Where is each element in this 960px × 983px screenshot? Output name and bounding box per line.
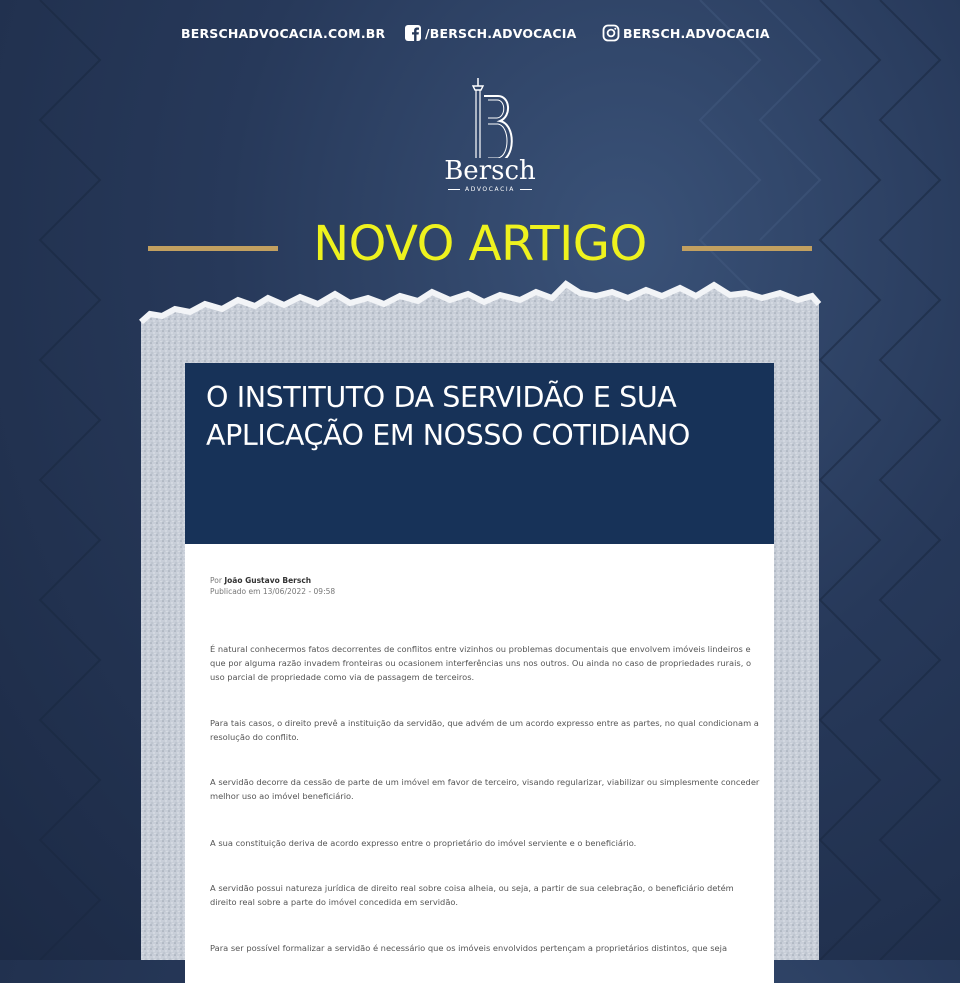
gold-divider-right [682,246,812,251]
article-title: O INSTITUTO DA SERVIDÃO E SUA APLICAÇÃO EM NOSSO COTIDIANO [206,381,690,452]
article-paragraph: Para tais casos, o direito prevê a instituição da servidão, que advém de um acordo expresso entre as partes, no qual condicionam a resolução do conflito. [210,718,759,742]
article-paragraph: A servidão decorre da cessão de parte de um imóvel em favor de terceiro, visando regularizar, viabilizar ou simplesmente conceder melhor uso ao imóvel beneficiário. [210,777,760,801]
logo-monogram-icon [440,76,540,158]
author-name: João Gustavo Bersch [224,576,312,585]
instagram-label: BERSCH.ADVOCACIA [623,25,770,41]
article-meta [210,575,335,597]
facebook-link[interactable] [404,22,577,44]
article-paragraph: A sua constituição deriva de acordo expresso entre o proprietário do imóvel serviente e o beneficiário. [210,838,637,848]
article-paragraph: É natural conhecermos fatos decorrentes de conflitos entre vizinhos ou problemas documentais que envolvem imóveis lindeiros e que por alguma razão invadem fronteiras ou ocasionem interferências uns nos outros. Ou ainda no caso de propriedades rurais, o uso parcial de propriedade como via de passagem de terceiros. [210,644,752,682]
published-date: Publicado em 13/06/2022 - 09:58 [210,587,336,596]
author-line [210,575,335,586]
website-label: BERSCHADVOCACIA.COM.BR [181,25,386,41]
instagram-link[interactable] [602,22,770,44]
article-paragraph: Para ser possível formalizar a servidão é necessário que os imóveis envolvidos pertençam a proprietários distintos, que seja [210,943,728,953]
article-header [185,363,774,544]
facebook-label: /BERSCH.ADVOCACIA [425,25,577,41]
social-bar [0,22,960,44]
article-paragraph: A servidão possui natureza jurídica de direito real sobre coisa alheia, ou seja, a partir de sua celebração, o beneficiário detém direito real sobre a parte do imóvel concedida em servidão. [210,883,734,907]
novo-artigo-heading: NOVO ARTIGO [313,216,647,272]
instagram-icon [602,24,620,42]
logo-subtitle: ADVOCACIA [440,186,540,193]
logo-name: Bersch [444,156,536,186]
article-card [185,363,774,983]
author-prefix: Por [210,576,222,585]
website-link[interactable] [181,22,385,44]
gold-divider-left [148,246,278,251]
bersch-logo [440,76,540,196]
facebook-icon [404,24,422,42]
